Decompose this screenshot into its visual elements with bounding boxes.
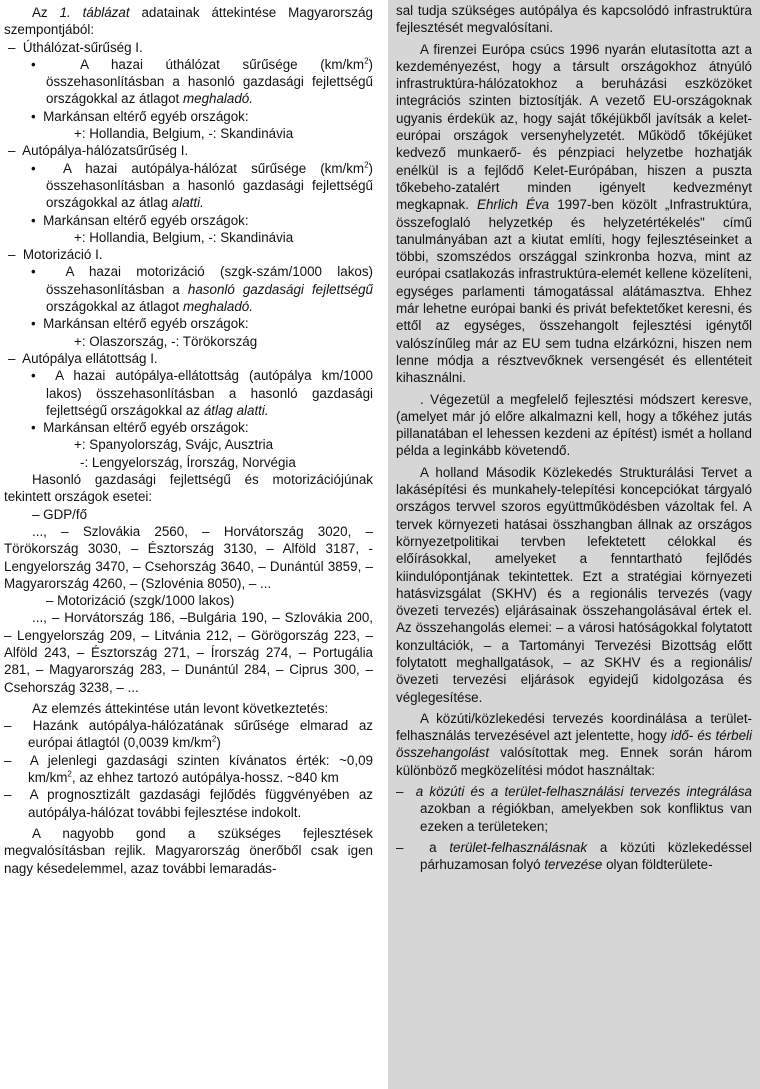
conclusion-1: – Hazánk autópálya-hálózatának sűrűsége elmarad az európai átlagtól (0,0039 $km/km^2$) [4,718,373,751]
motorization-list: ..., – Horvátország 186, –Bulgária 190, – Szlovákia 200, – Lengyelország 209, – Litvánia 212, – Görögország 223, – Alföld 243, – Észtország 271, – Írország 274, – Portugália 281, – Magyarország 283, – Dunántúl 284, – Ciprus 300, – Csehország 3238, – ... [4,610,373,695]
gdp-list: ..., – Szlovákia 2560, – Horvátország 3020, – Törökország 3030, – Észtország 3130, – Alföld 3187, - Lengyelország 3470, – Csehország 3640, – Dunántúl 3859, – Magyarország 4260, – (Szlovénia 8050), – ... [4,523,373,591]
section-motorway-density-sub: +: Hollandia, Belgium, -: Skandinávia [74,229,294,245]
section-road-density-bullet-1: • A hazai úthálózat sűrűsége $(km/km^2)$ összehasonlításban a hasonló gazdasági fejlettségű országokkal az átlagot meghaladó. [31,56,373,107]
conclusion-2: – A jelenlegi gazdasági szinten kívánatos érték: ~0,09 $km/km^2$, az ehhez tartozó autópálya-hossz. ~840 km [4,752,373,786]
conclusion-3: – A prognosztizált gazdasági fejlődés függvényében az autópálya-hálózat további fejlesztése indokolt. [4,787,373,820]
gdp-label: – GDP/fő [32,506,88,522]
method-paragraph: . Végezetül a megfelelő fejlesztési módszert keresve, (amelyet már jó előre alkalmazni kell, hogy a tőkéhez jutás pillanatában el lehessen kezdeni az építést) ismét a holland példa a leginkább követendő. [396,391,752,459]
section-motorway-supply-bullet-2: • Markánsan eltérő egyéb országok: [31,420,249,436]
section-motorway-supply-bullet-1: • A hazai autópálya-ellátottság (autópálya km/1000 lakos) összehasonlításban a hasonló gazdasági fejlettségű országokkal az átlag alatti. [31,368,373,418]
section-road-density-title: – Úthálózat-sűrűség I. [8,39,143,55]
intro-paragraph: Az 1. táblázat adatainak áttekintése Magyarország szempontjából: [4,5,374,38]
author-name: Ehrlich Éva [477,197,550,213]
section-motorway-supply-sub-2: -: Lengyelország, Írország, Norvégia [80,454,296,470]
section-motorization-bullet-2: • Markánsan eltérő egyéb országok: [31,316,249,332]
right-column [388,0,760,1089]
section-motorization-title: – Motorizáció I. [8,247,103,263]
section-road-density-bullet-2: • Markánsan eltérő egyéb országok: [31,108,249,124]
section-motorization-bullet-1: • A hazai motorizáció (szgk-szám/1000 lakos) összehasonlításban a hasonló gazdasági fejlettségű országokkal az átlagot meghaladó. [31,264,373,315]
conclusion-intro: Az elemzés áttekintése után levont következtetés: [32,700,329,716]
approach-item-1: – a közúti és a terület-felhasználási tervezés integrálása azokban a régiókban, amelyekben sok konfliktus van ezeken a területeken; [396,784,752,834]
motorization-label: – Motorizáció (szgk/1000 lakos) [46,593,235,609]
similar-countries-intro: Hasonló gazdasági fejlettségű és motorizációjúnak tekintett országok esetei: [4,472,373,505]
section-motorway-supply-sub-1: +: Spanyolország, Svájc, Ausztria [74,437,274,453]
section-motorway-density-bullet-2: • Markánsan eltérő egyéb országok: [31,212,249,228]
holland-paragraph: A holland Második Közlekedés Strukturálási Tervet a lakásépítési és munkahely-telepítési koncepciókat tárgyaló országos tervvel szoros együttműködésben vázoltak fel. A tervek környezeti hatásai összhangban állnak az országos környezetpolitikai tervben lefektetett célokkal és előírásokkal, amelyeket a fenntartható fejlődés kiindulópontjának tekintettek. Ezt a stratégiai környezeti hatásvizsgálat (SKHV) és a regionális tervezés (vagy övezeti tervezés) eljárásainak összehangolásával értek el. Az összehangolás elemei: – a városi hatóságokkal folytatott konzultációk, – a Tartományi Tervezési Bizottság előtt folytatott meghallgatások, – az SKHV és a regionális/övezeti tervezési eljárások egyidejű kidolgozása és véglegesítése. [396,464,752,705]
section-road-density-sub: +: Hollandia, Belgium, -: Skandinávia [74,126,294,142]
final-paragraph: A nagyobb gond a szükséges fejlesztések megvalósításban rejlik. Magyarország önerőből csak igen nagy késedelemmel, azaz további lemaradás- [4,825,373,876]
section-motorization-sub: +: Olaszország, -: Törökország [74,333,258,349]
firenze-paragraph: A firenzei Európa csúcs 1996 nyarán elutasította azt a kezdeményezést, hogy a társult országokhoz átnyúló infrastruktúra-hálózatokhoz a beruházási eszközöket integrációs szinten biztosítják. A vezető EU-országoknak ugyanis érdekük az, hogy saját tőkéjükből javítsák a kelet-európai országok versenyhelyzetét. Működő tőkéjüket kedvező munkaerő- és pénzpiaci helyzetbe hozhatják enélkül is a fejlődő Kelet-Európában, hiszen a puszta tőkebeho-zatalért minden igényelt kedvezményt megkapnak. Ehrlich Éva 1997-ben közölt „Infrastruktúra, összefoglaló helyzetkép és helyzetértékelés" című tanulmányában azt a kiutat említi, hogy fejlesztéseinket a többi, szomszédos országgal szinkronba hozva, mint az európai csatlakozás infrastruktúra-elemét kellene közelíteni, egységes parlamenti támogatással alátámasztva. Ehhez már lehetne európai banki és privát befektetőket keresni, és ettől az egységes, összehangolt fejlesztési igénytől valószínűleg már az EU sem tudna elzárkózni, hiszen nem lenne módja a résztvevőknek versengését és ellentéteit kihasználni. [396,41,752,386]
section-motorway-density-bullet-1: • A hazai autópálya-hálózat sűrűsége $(km/km^2)$ összehasonlításban a hasonló gazdasági fejlettségű országokkal az átlag alatti. [31,160,373,211]
continued-paragraph: sal tudja szükséges autópálya és kapcsolódó infrastruktúra fejlesztését megvalósítani. [396,3,752,36]
section-motorway-density-title: – Autópálya-hálózatsűrűség I. [8,143,189,159]
approach-item-2: – a terület-felhasználásnak a közúti közlekedéssel párhuzamosan folyó tervezése olyan földterülete- [396,839,753,873]
coordination-paragraph: A közúti/közlekedési tervezés koordinálása a terület-felhasználás tervezésével azt jelentette, hogy idő- és térbeli összehangolást valósítottak meg. Ennek során három különböző megközelítési módot használtak: [396,710,752,778]
section-motorway-supply-title: – Autópálya ellátottság I. [8,350,158,366]
